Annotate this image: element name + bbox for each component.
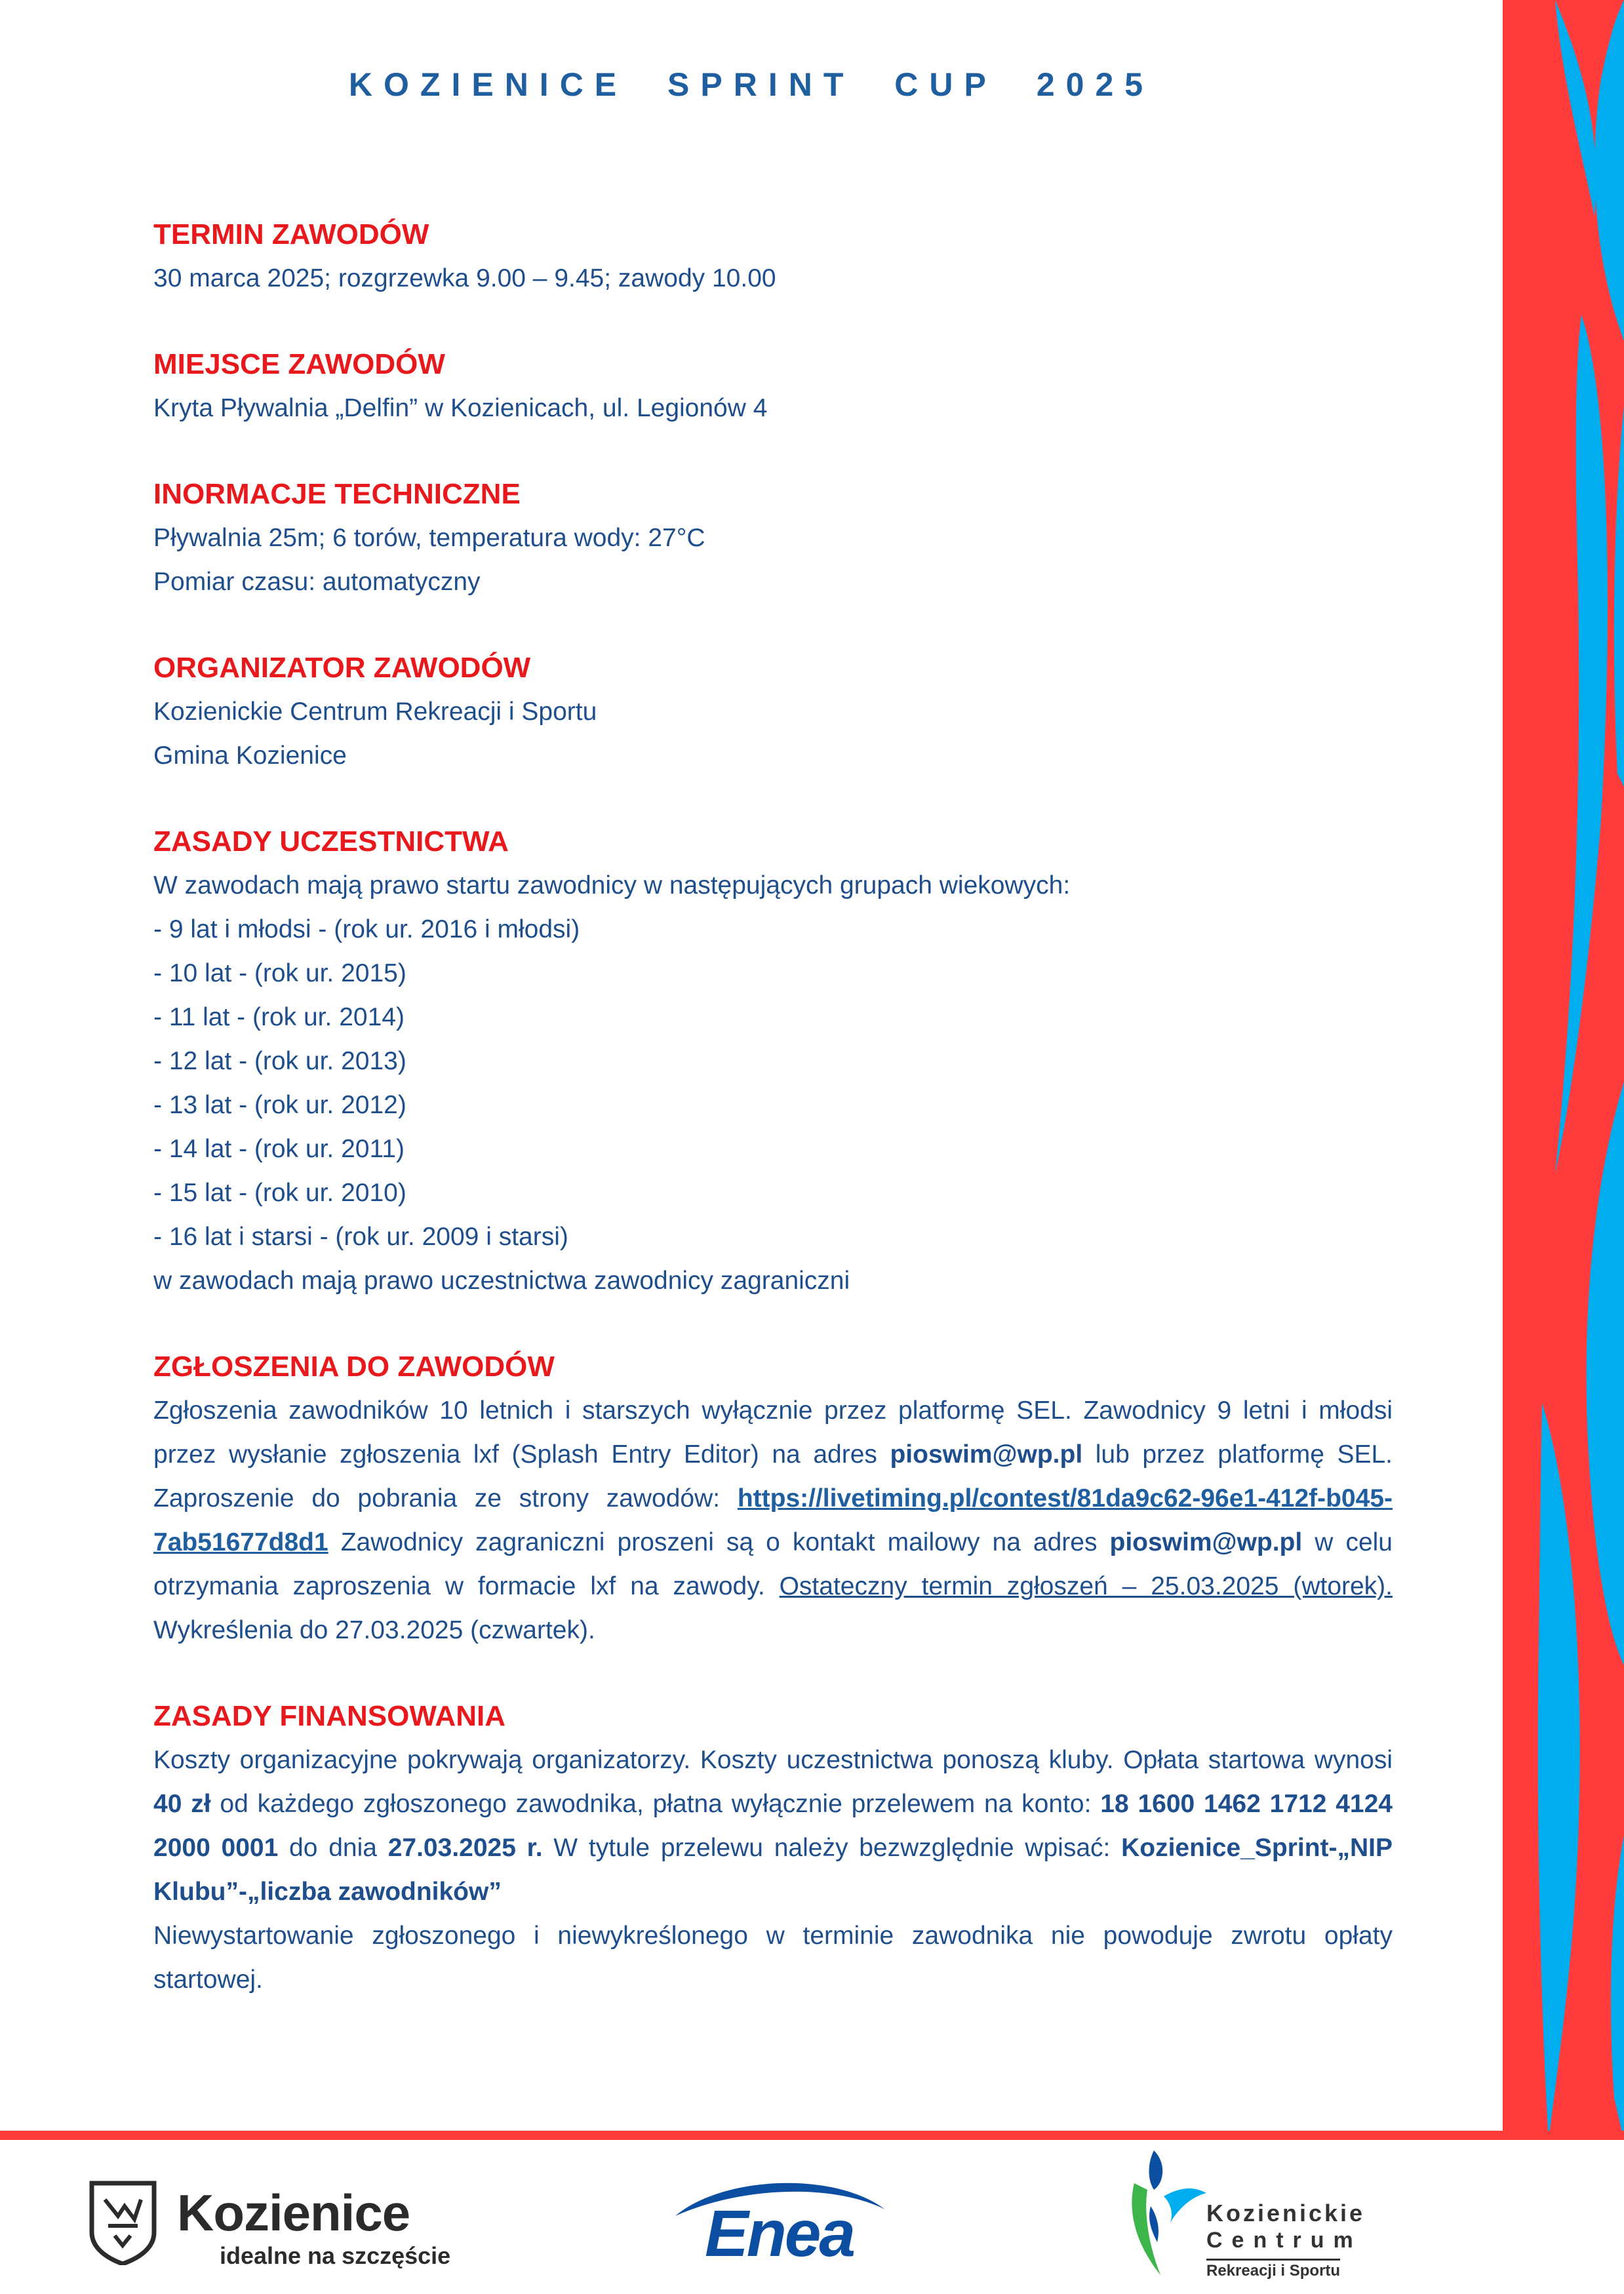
age-group-item: - 13 lat - (rok ur. 2012) [153,1091,406,1119]
section-informacje [153,473,1393,604]
section-heading: ORGANIZATOR ZAWODÓW [153,652,531,684]
section-text: Pomiar czasu: automatyczny [153,568,481,596]
section-heading: INORMACJE TECHNICZNE [153,478,521,510]
kozienice-tagline: idealne na szczęście [220,2242,451,2269]
text-run: W tytule przelewu należy bezwzględnie wpisać: [542,1834,1122,1862]
kcris-line3: Rekreacji i Sportu [1206,2259,1340,2280]
email-address: pioswim@wp.pl [890,1440,1083,1469]
section-heading: ZASADY UCZESTNICTWA [153,825,509,858]
bank-account: 18 1600 1462 1712 4124 2000 0001 [153,1790,1393,1862]
section-text: 30 marca 2025; rozgrzewka 9.00 – 9.45; zawody 10.00 [153,264,776,292]
kcris-line1: Kozienickie [1206,2200,1366,2226]
payment-date: 27.03.2025 r. [387,1834,543,1862]
text-run: w celu otrzymania zaproszenia w formacie lxf na zawody. [153,1528,1393,1600]
section-zgloszenia [153,1345,1393,1652]
section-heading: TERMIN ZAWODÓW [153,218,429,250]
section-paragraph: Niewystartowanie zgłoszonego i niewykreślonego w terminie zawodnika nie powoduje zwrotu opłaty startowej. [153,1922,1393,1994]
section-heading: ZGŁOSZENIA DO ZAWODÓW [153,1351,555,1383]
text-run: Zgłoszenia zawodników 10 letnich i starszych wyłącznie przez platformę SEL. Zawodnicy 9 letni i młodsi przez wysłanie zgłoszenia lxf (Splash Entry Editor) na adres [153,1396,1393,1469]
section-text: w zawodach mają prawo uczestnictwa zawodnicy zagraniczni [153,1267,850,1295]
section-organizator [153,646,1393,778]
age-group-item: - 12 lat - (rok ur. 2013) [153,1047,406,1075]
section-text: Kozienickie Centrum Rekreacji i Sportu [153,698,597,726]
text-run: lub przez platformę SEL. Zaproszenie do pobrania ze strony zawodów: [153,1440,1393,1513]
wave-pattern [1503,0,1624,2141]
section-paragraph [153,1389,1393,1652]
side-decoration [1503,0,1624,2141]
swimmer-figure-icon [1115,2144,1206,2288]
transfer-title: Kozienice_Sprint-„NIP Klubu”-„liczba zawodników” [153,1834,1393,1906]
age-group-item: - 16 lat i starsi - (rok ur. 2009 i starsi) [153,1223,568,1251]
section-zasady-uczestnictwa [153,820,1393,1303]
kcris-logo [1115,2144,1390,2288]
text-run: Zawodnicy zagraniczni proszeni są o kontakt mailowy na adres [328,1528,1110,1556]
contest-link[interactable]: https://livetiming.pl/contest/81da9c62-96e1-412f-b045-7ab51677d8d1 [153,1484,1393,1556]
section-text: Pływalnia 25m; 6 torów, temperatura wody: 27°C [153,524,705,552]
section-finansowanie [153,1695,1393,2002]
text-run: do dnia [278,1834,388,1862]
section-paragraph [153,1738,1393,1914]
text-run: Koszty organizacyjne pokrywają organizatorzy. Koszty uczestnictwa ponoszą kluby. Opłata startowa wynosi [153,1746,1393,1774]
age-group-item: - 10 lat - (rok ur. 2015) [153,959,406,987]
deadline-text: Ostateczny termin zgłoszeń – 25.03.2025 (wtorek). [779,1572,1393,1600]
age-group-item: - 11 lat - (rok ur. 2014) [153,1003,405,1031]
kozienice-logo [89,2173,456,2272]
age-group-item: - 14 lat - (rok ur. 2011) [153,1135,405,1163]
text-run: Wykreślenia do 27.03.2025 (czwartek). [153,1616,595,1644]
email-address: pioswim@wp.pl [1109,1528,1303,1556]
crest-icon [89,2180,157,2265]
section-heading: ZASADY FINANSOWANIA [153,1700,505,1732]
fee-amount: 40 zł [153,1790,211,1818]
age-group-item: - 15 lat - (rok ur. 2010) [153,1179,406,1207]
section-miejsce [153,343,1393,430]
footer-divider-right [1503,2131,1624,2140]
document-body [153,213,1393,2044]
section-text: W zawodach mają prawo startu zawodnicy w następujących grupach wiekowych: [153,871,1071,900]
text-run: od każdego zgłoszonego zawodnika, płatna wyłącznie przelewem na konto: [210,1790,1101,1818]
enea-logo [669,2170,905,2275]
footer-divider [0,2131,1503,2140]
section-heading: MIEJSCE ZAWODÓW [153,348,445,380]
age-group-item: - 9 lat i młodsi - (rok ur. 2016 i młodsi) [153,915,580,943]
kozienice-name: Kozienice [177,2184,410,2242]
section-text: Kryta Pływalnia „Delfin” w Kozienicach, ul. Legionów 4 [153,394,768,422]
enea-wordmark: Enea [705,2197,854,2270]
page-title: KOZIENICE SPRINT CUP 2025 [348,66,1155,103]
section-termin [153,213,1393,300]
section-text: Gmina Kozienice [153,742,347,770]
kcris-line2: Centrum [1206,2228,1362,2253]
